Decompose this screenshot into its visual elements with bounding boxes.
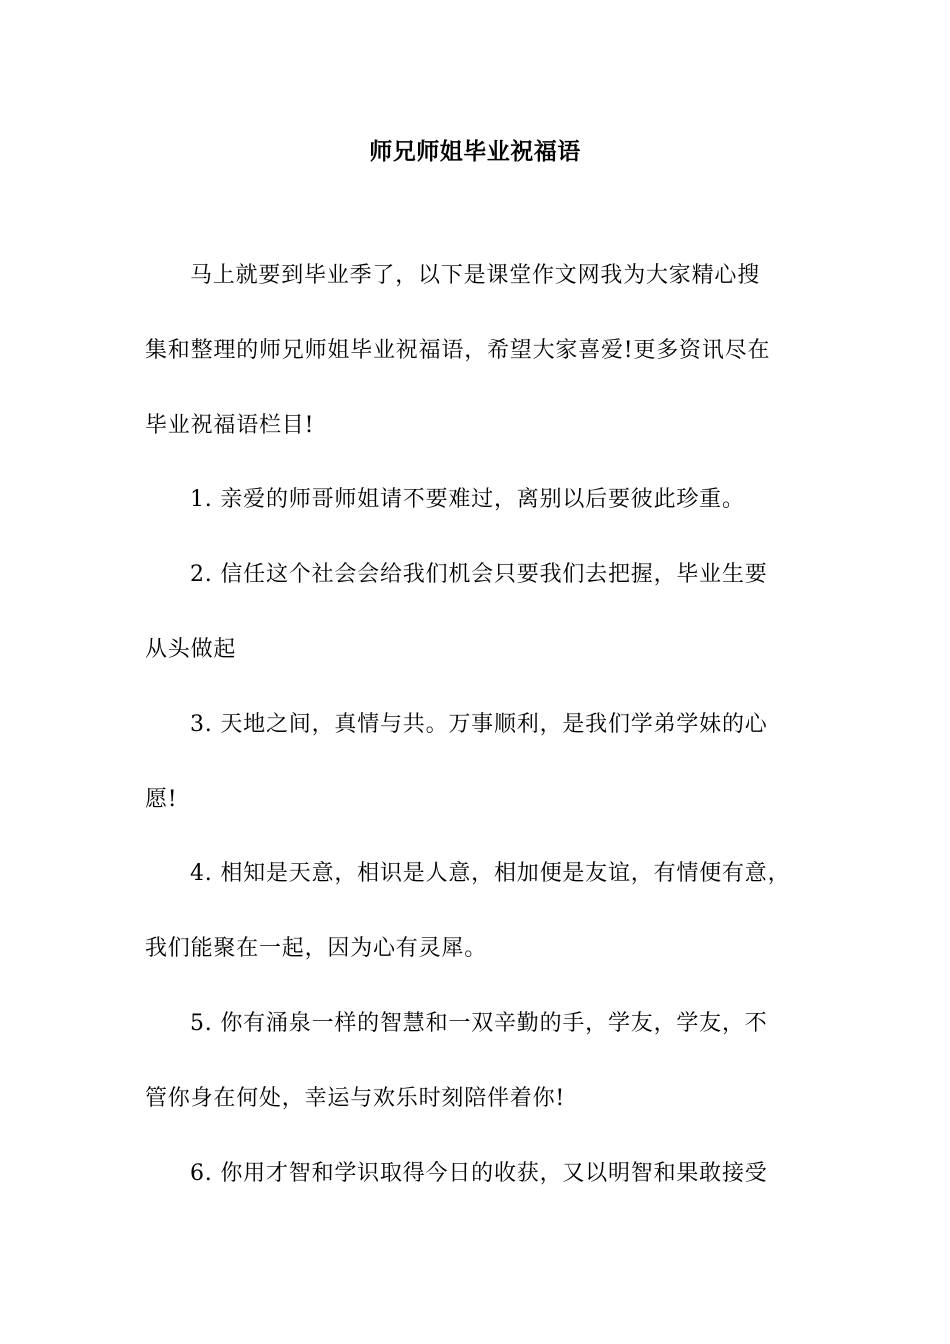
paragraph-line: 集和整理的师兄师姐毕业祝福语，希望大家喜爱!更多资讯尽在	[145, 338, 771, 363]
list-item: 6. 你用才智和学识取得今日的收获，又以明智和果敢接受	[190, 1161, 768, 1186]
list-item-continuation: 愿!	[145, 787, 178, 812]
list-item: 4. 相知是天意，相识是人意，相加便是友谊，有情便有意，	[190, 861, 791, 886]
list-item: 5. 你有涌泉一样的智慧和一双辛勤的手，学友，学友，不	[190, 1011, 768, 1036]
list-item: 3. 天地之间，真情与共。万事顺利，是我们学弟学妹的心	[190, 712, 768, 737]
list-item-continuation: 我们能聚在一起，因为心有灵犀。	[145, 936, 488, 961]
list-item: 2. 信任这个社会会给我们机会只要我们去把握，毕业生要	[190, 562, 768, 587]
paragraph-line: 马上就要到毕业季了，以下是课堂作文网我为大家精心搜	[190, 263, 761, 288]
list-item: 1. 亲爱的师哥师姐请不要难过，离别以后要彼此珍重。	[190, 487, 745, 512]
document-title: 师兄师姐毕业祝福语	[369, 139, 581, 165]
list-item-continuation: 管你身在何处，幸运与欢乐时刻陪伴着你!	[145, 1086, 566, 1111]
paragraph-line: 毕业祝福语栏目!	[145, 413, 315, 438]
list-item-continuation: 从头做起	[145, 637, 237, 662]
